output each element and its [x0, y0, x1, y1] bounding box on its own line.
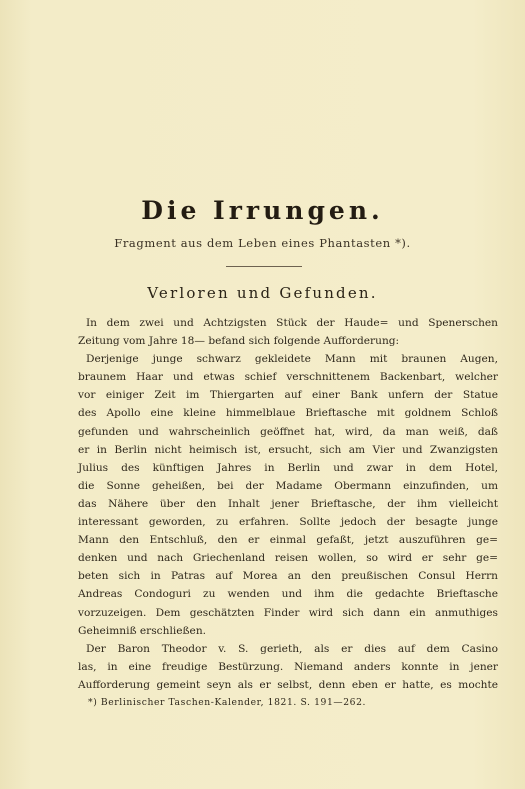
text-line: Derjenige junge schwarz gekleidete Mann mit braunen Augen,: [86, 353, 498, 366]
section-divider: [226, 266, 302, 267]
text-line: Andreas Condoguri zu wenden und ihm die gedachte Brieftasche: [78, 588, 498, 601]
text-line: vorzuzeigen. Dem geschätzten Finder wird sich dann ein anmuthiges: [78, 606, 498, 619]
chapter-title: Die Irrungen.: [141, 196, 384, 225]
text-line: Mann den Entschluß, den er einmal gefaßt, jetzt auszuführen ge=: [78, 534, 498, 547]
body-text: [78, 314, 498, 694]
text-line: interessant geworden, zu erfahren. Sollte jedoch der besagte junge: [78, 516, 498, 529]
text-line: Zeitung vom Jahre 18— befand sich folgende Aufforderung:: [78, 335, 400, 348]
text-line: denken und nach Griechenland reisen wollen, so wird er sehr ge=: [78, 552, 498, 565]
text-line: Julius des künftigen Jahres in Berlin und zwar in dem Hotel,: [78, 461, 498, 474]
text-line: beten sich in Patras auf Morea an den preußischen Consul Herrn: [78, 570, 498, 583]
text-line: die Sonne geheißen, bei der Madame Obermann einzufinden, um: [78, 479, 498, 492]
text-line: er in Berlin nicht heimisch ist, ersucht, sich am Vier und Zwanzigsten: [78, 443, 498, 456]
section-heading: Verloren und Gefunden.: [147, 284, 378, 302]
text-line: des Apollo eine kleine himmelblaue Brieftasche mit goldnem Schloß: [78, 407, 498, 420]
text-line: braunem Haar und etwas schief verschnittenem Backenbart, welcher: [78, 371, 498, 384]
text-line: Geheimniß erschließen.: [78, 624, 207, 637]
text-line: las, in eine freudige Bestürzung. Niemand anders konnte in jener: [78, 660, 498, 673]
footnote: *) Berlinischer Taschen-Kalender, 1821. S. 191—262.: [88, 697, 367, 708]
text-line: das Nähere über den Inhalt jener Brieftasche, der ihm vielleicht: [78, 497, 498, 510]
text-line: In dem zwei und Achtzigsten Stück der Haude= und Spenerschen: [86, 317, 498, 329]
chapter-subtitle: Fragment aus dem Leben eines Phantasten *).: [114, 236, 411, 250]
text-line: vor einiger Zeit im Thiergarten auf einer Bank unfern der Statue: [78, 389, 498, 402]
text-line: Aufforderung gemeint seyn als er selbst, denn eben er hatte, es mochte: [78, 678, 498, 691]
text-line: gefunden und wahrscheinlich geöffnet hat, wird, da man weiß, daß: [78, 425, 498, 438]
text-line: Der Baron Theodor v. S. gerieth, als er dies auf dem Casino: [86, 642, 498, 655]
